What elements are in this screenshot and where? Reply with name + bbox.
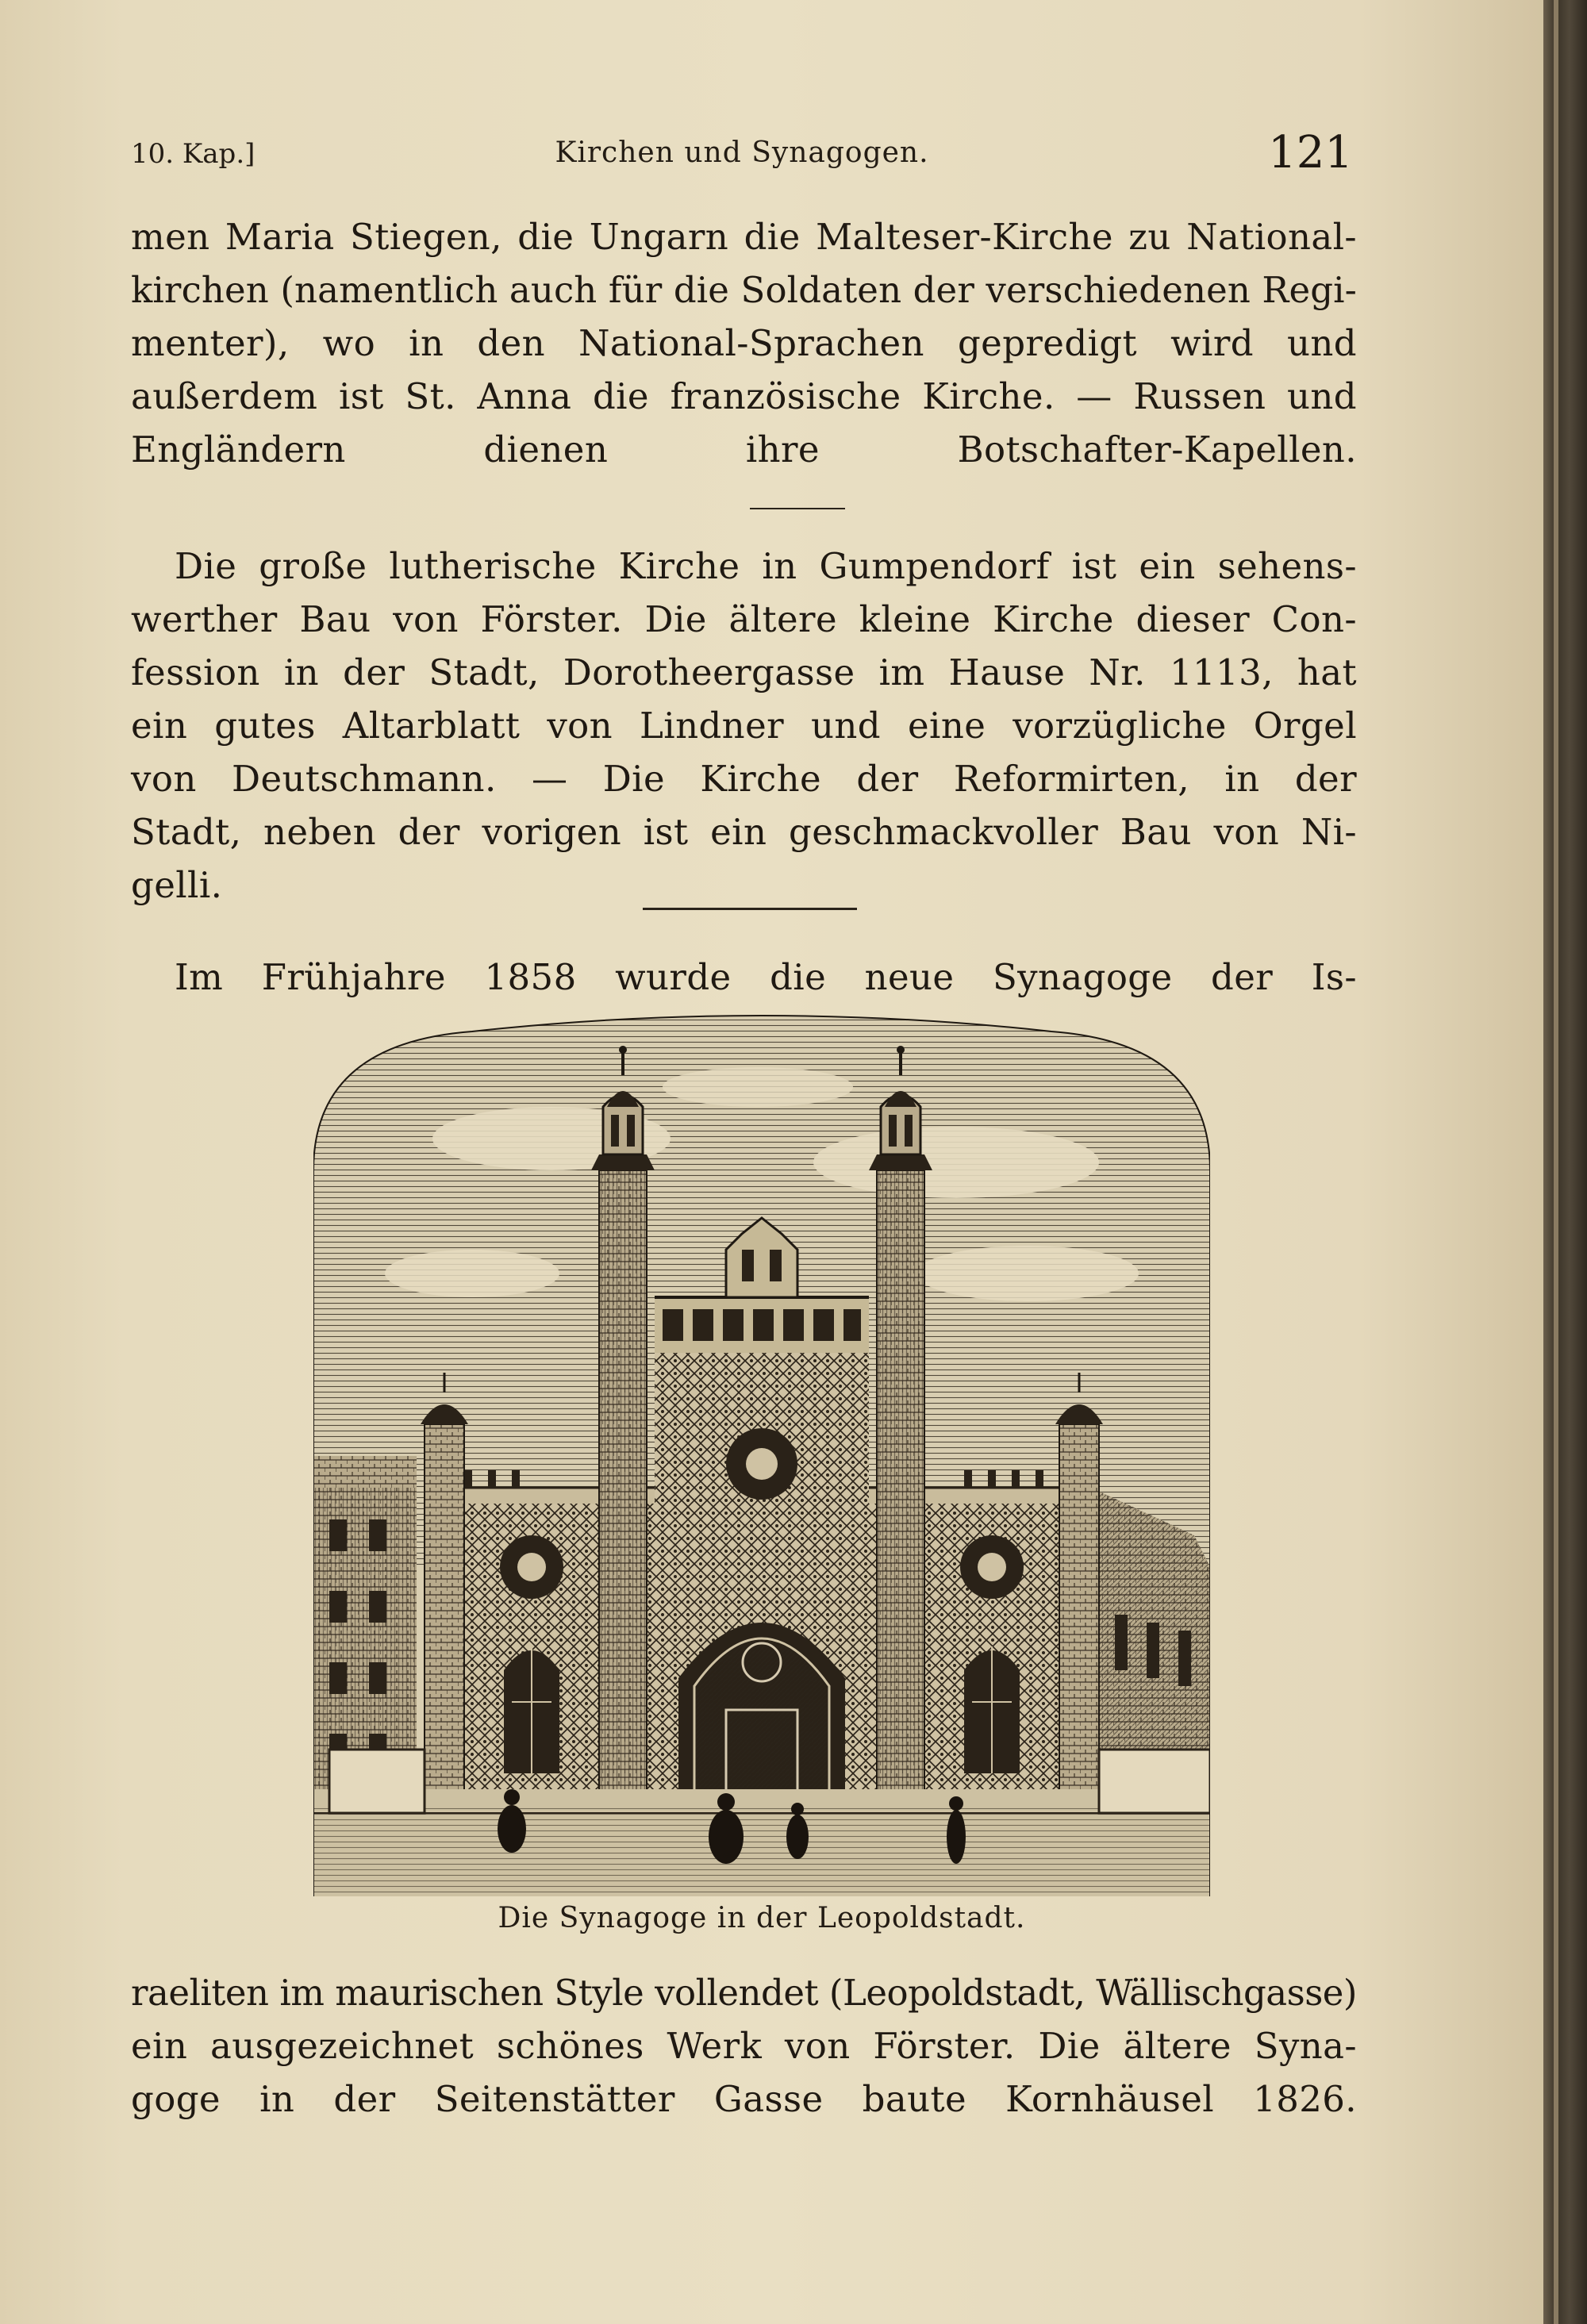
text-line: von Deutschmann. — Die Kirche der Reformirten, in der — [131, 758, 1357, 800]
text-line: Die große lutherische Kirche in Gumpendorf ist ein sehens- — [175, 545, 1357, 587]
text-line: kirchen (namentlich auch für die Soldaten der verschiedenen Regi- — [131, 269, 1357, 311]
text-line: raeliten im maurischen Style vollendet (Leopoldstadt, Wällischgasse) — [131, 1972, 1357, 2014]
page-edge-highlight — [1554, 0, 1558, 2324]
paragraph-synagogue-intro — [131, 951, 1357, 1004]
synagogue-engraving-illustration — [313, 1012, 1210, 1896]
page-number: 121 — [1268, 127, 1353, 179]
text-line: werther Bau von Förster. Die ältere kleine Kirche dieser Con- — [131, 598, 1357, 640]
text-line: gelli. — [131, 864, 223, 906]
running-title: Kirchen und Synagogen. — [555, 136, 929, 169]
paragraph-national-churches — [131, 210, 1357, 476]
text-line: ein gutes Altarblatt von Lindner und eine vorzügliche Orgel — [131, 705, 1357, 747]
synagogue-engraving — [313, 1012, 1210, 1896]
page-edge — [1543, 0, 1587, 2324]
text-line: Engländern dienen ihre Botschafter-Kapellen. — [131, 428, 1357, 471]
text-line: goge in der Seitenstätter Gasse baute Kornhäusel 1826. — [131, 2078, 1357, 2120]
paragraph-lutheran-churches — [131, 540, 1357, 912]
text-line: fession in der Stadt, Dorotheergasse im Hause Nr. 1113, hat — [131, 651, 1357, 693]
text-line: ein ausgezeichnet schönes Werk von Förster. Die ältere Syna- — [131, 2025, 1357, 2067]
figure-caption: Die Synagoge in der Leopoldstadt. — [498, 1902, 1026, 1934]
text-line: außerdem ist St. Anna die französische Kirche. — Russen und — [131, 375, 1357, 417]
paragraph-synagogue-description — [131, 1966, 1357, 2126]
text-line: menter), wo in den National-Sprachen gepredigt wird und — [131, 322, 1357, 364]
running-head — [131, 127, 1353, 182]
text-line: men Maria Stiegen, die Ungarn die Malteser-Kirche zu National- — [131, 216, 1357, 258]
text-line: Stadt, neben der vorigen ist ein geschmackvoller Bau von Ni- — [131, 811, 1357, 853]
text-line: Im Frühjahre 1858 wurde die neue Synagoge der Is- — [175, 956, 1357, 998]
section-divider — [643, 908, 857, 910]
chapter-reference: 10. Kap.] — [131, 138, 256, 170]
section-divider — [750, 508, 845, 509]
